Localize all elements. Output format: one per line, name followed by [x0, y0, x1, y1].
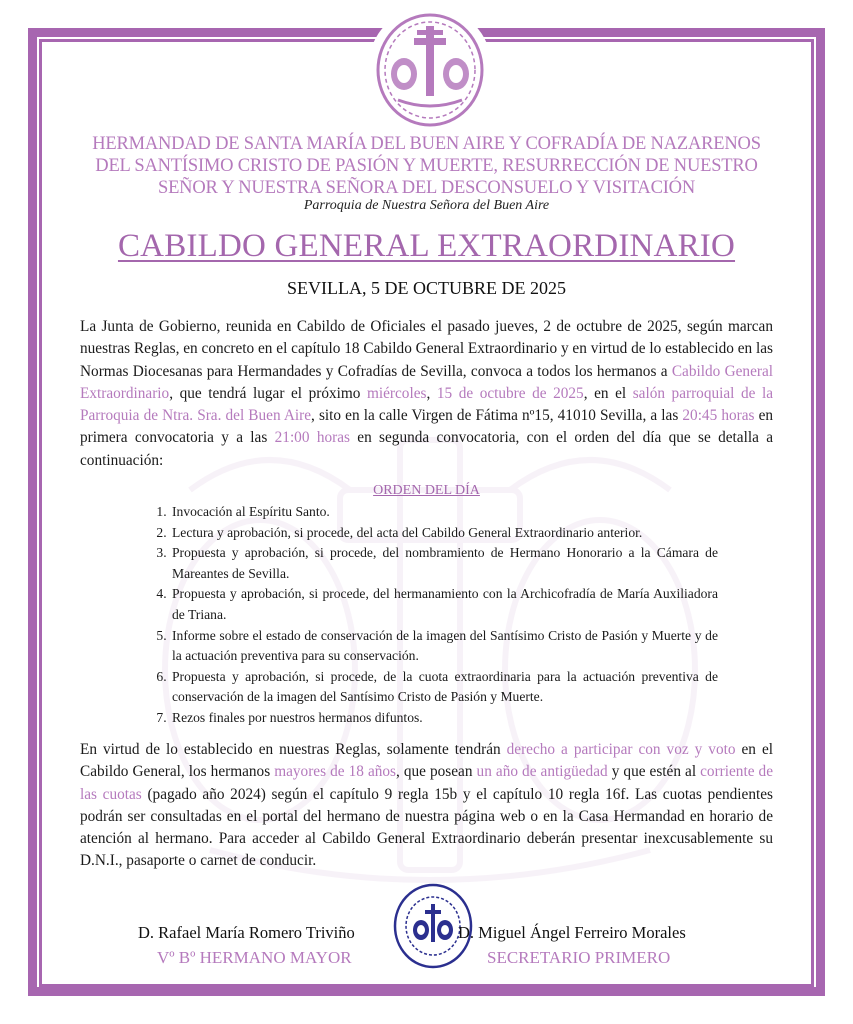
- voting-rights-paragraph: [80, 739, 773, 873]
- brotherhood-crest-icon: [370, 8, 490, 128]
- text: ,: [426, 384, 437, 402]
- highlight-age: mayores de 18 años: [274, 763, 396, 781]
- agenda-list: [150, 502, 718, 729]
- highlight-seniority: un año de antigüedad: [476, 763, 608, 781]
- highlight-second-call-time: 21:00 horas: [274, 429, 350, 447]
- agenda-item: 3. Propuesta y aprobación, si procede, del nombramiento de Hermano Honorario a la Cámara de Mareantes de Sevilla.: [170, 543, 718, 584]
- text: , que posean: [395, 763, 477, 781]
- highlight-dues: corriente de las cuotas: [80, 763, 773, 803]
- text: y que estén al: [607, 763, 701, 781]
- text: , sito en la calle Virgen de Fátima nº15, 41010 Sevilla, a las: [311, 407, 683, 425]
- highlight-date: 15 de octubre de 2025: [436, 384, 584, 402]
- highlight-voting-right: derecho a participar con voz y voto: [506, 741, 736, 758]
- highlight-venue: salón parroquial de la Parroquia de Ntra. Sra. del Buen Aire: [80, 384, 774, 425]
- document-date: SEVILLA, 5 DE OCTUBRE DE 2025: [287, 278, 566, 298]
- signatory-name-left: D. Rafael María Romero Triviño: [138, 923, 355, 942]
- highlight-first-call-time: 20:45 horas: [682, 407, 755, 425]
- signatory-role-right: SECRETARIO PRIMERO: [487, 948, 671, 967]
- highlight-weekday: miércoles: [366, 384, 427, 402]
- document-title: [80, 228, 773, 265]
- brotherhood-line: DEL SANTÍSIMO CRISTO DE PASIÓN Y MUERTE, RESURRECCIÓN DE NUESTRO: [95, 156, 758, 176]
- agenda-item: 1. Invocación al Espíritu Santo.: [170, 502, 718, 523]
- text: , que tendrá lugar el próximo: [169, 384, 367, 402]
- brotherhood-name: [80, 133, 773, 199]
- agenda-item: 5. Informe sobre el estado de conservación de la imagen del Santísimo Cristo de Pasión y Muerte y de la actuación preventiva para su conservación.: [170, 626, 718, 667]
- agenda-item: 4. Propuesta y aprobación, si procede, del hermanamiento con la Archicofradía de María Auxiliadora de Triana.: [170, 584, 718, 625]
- agenda-item: 2. Lectura y aprobación, si procede, del acta del Cabildo General Extraordinario anterior.: [170, 523, 718, 544]
- text: En virtud de lo establecido en nuestras Reglas, solamente tendrán: [80, 741, 507, 758]
- text: en primera convocatoria y a las: [80, 407, 774, 447]
- text: en segunda convocatoria, con el orden del día que se detalla a continuación:: [80, 429, 773, 469]
- brotherhood-line: HERMANDAD DE SANTA MARÍA DEL BUEN AIRE Y COFRADÍA DE NAZARENOS: [92, 134, 761, 154]
- signatory-name-right: D. Miguel Ángel Ferreiro Morales: [458, 923, 686, 942]
- brotherhood-line: SEÑOR Y NUESTRA SEÑORA DEL DESCONSUELO Y VISITACIÓN: [157, 178, 695, 198]
- parish-name: Parroquia de Nuestra Señora del Buen Aire: [303, 198, 550, 213]
- agenda-heading: ORDEN DEL DÍA: [373, 483, 480, 498]
- text: (pagado año 2024) según el capítulo 9 regla 15b y el capítulo 10 regla 16f. Las cuotas pendientes podrán ser consultadas en el portal del hermano de nuestra página web o en la Casa Hermandad en horario de atención al hermano. Para acceder al Cabildo General Extraordinario deberán presentar inexcusablemente su D.N.I., pasaporte o carnet de conducir.: [80, 785, 773, 870]
- text: , en el: [583, 384, 633, 402]
- agenda-item: 6. Propuesta y aprobación, si procede, de la cuota extraordinaria para la actuación preventiva de conservación de la imagen del Santísimo Cristo de Pasión y Muerte.: [170, 667, 718, 708]
- convocation-paragraph: [80, 316, 773, 472]
- signatory-role-left: Vº Bº HERMANO MAYOR: [157, 948, 352, 967]
- agenda-item: 7. Rezos finales por nuestros hermanos difuntos.: [170, 708, 718, 729]
- text: La Junta de Gobierno, reunida en Cabildo de Oficiales el pasado jueves, 2 de octubre de 2025, según marcan nuestras Reglas, en concreto en el capítulo 18 Cabildo General Extraordinario y en virtud de lo establecido en las Normas Diocesanas para Hermandades y Cofradías de Sevilla, convoca a todos los hermanos a: [80, 318, 773, 380]
- highlight-event: Cabildo General Extraordinario: [80, 362, 774, 402]
- document-title-text: CABILDO GENERAL EXTRAORDINARIO: [117, 228, 736, 264]
- text: en el Cabildo General, los hermanos: [80, 741, 773, 781]
